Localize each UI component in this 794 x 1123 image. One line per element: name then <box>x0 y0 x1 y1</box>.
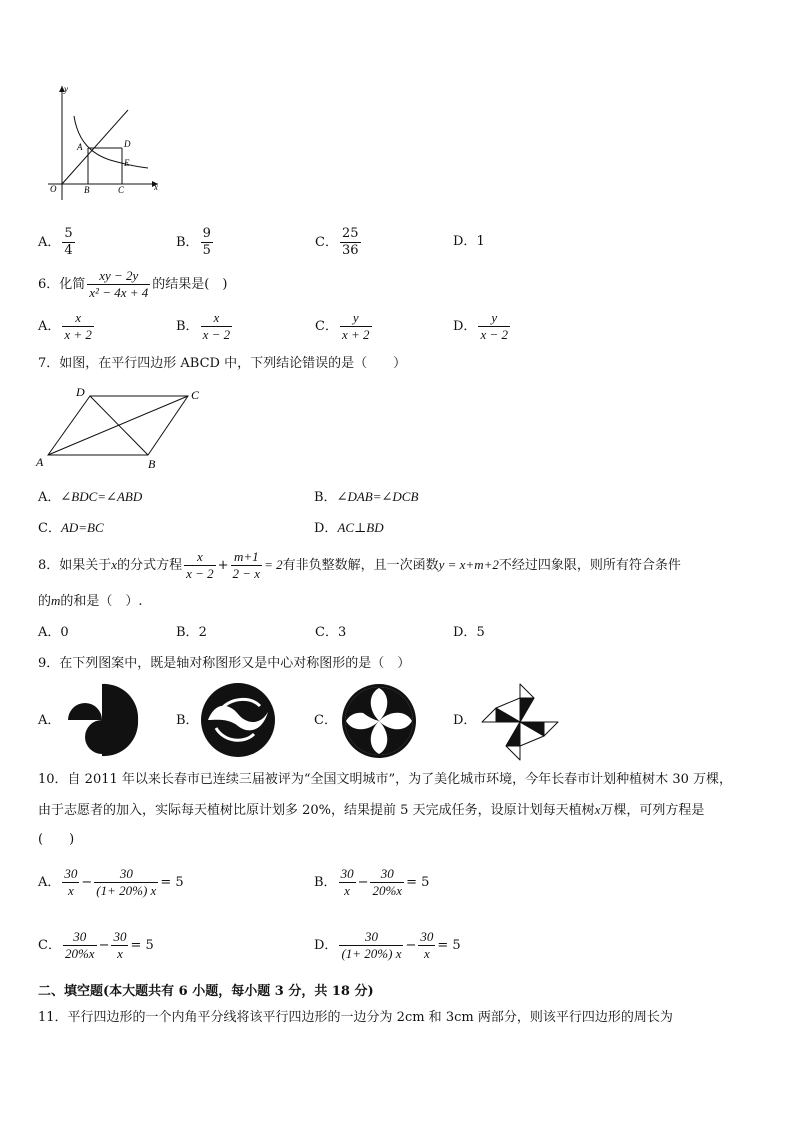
q6-option-b[interactable]: B． $\frac{x}{x - 2}$ <box>176 310 231 342</box>
q8-stem-line2: 的m的和是（ ）. <box>38 593 143 609</box>
q7-option-b[interactable]: B．∠DAB=∠DCB <box>314 489 419 505</box>
q7-option-a[interactable]: A．∠BDC=∠ABD <box>38 489 143 505</box>
q8-option-a[interactable]: A．0 <box>38 625 69 640</box>
q10-option-b[interactable]: B． $\frac{30}{x}$ − $\frac{30}{20\%x}$ = 5 <box>314 866 430 898</box>
q10-option-c[interactable]: C． $\frac{30}{20\%x}$ − $\frac{30}{x}$ = 5 <box>38 929 154 961</box>
graph-label-b: B <box>84 185 90 195</box>
q7-parallelogram <box>34 384 210 472</box>
q7-option-d[interactable]: D．AC⊥BD <box>314 520 384 536</box>
graph-label-c: C <box>118 185 125 195</box>
q7-option-c[interactable]: C．AD=BC <box>38 520 104 536</box>
section-fill-in-title: 二、填空题(本大题共有 6 小题，每小题 3 分，共 18 分) <box>38 984 374 999</box>
q7-label-a: A <box>36 455 44 469</box>
q9-option-a-pinwheel-figure[interactable] <box>64 682 140 758</box>
q10-stem-line1: 10．自 2011 年以来长春市已连续三届被评为“全国文明城市”，为了美化城市环境，今年长春市计划种植树木 30 万棵， <box>38 772 732 787</box>
q8-stem-line1: 8．如果关于x的分式方程 $\frac{x}{x - 2}$ + $\frac{m+1}{2 - x}$ = 2有非负整数解，且一次函数y = x+m+2不经过四象限，则所有符合条件 <box>38 549 681 581</box>
graph-label-x: x <box>154 182 158 192</box>
q7-label-d: D <box>76 385 85 399</box>
graph-label-y: y <box>64 84 68 94</box>
graph-label-a: A <box>77 142 83 152</box>
q9-stem: 9．在下列图案中，既是轴对称图形又是中心对称图形的是（ ） <box>38 656 411 671</box>
graph-label-e: E <box>124 158 130 168</box>
q5-option-d[interactable]: D．1 <box>453 234 485 249</box>
q10-option-a[interactable]: A． $\frac{30}{x}$ − $\frac{30}{(1+ 20\%) x}$ = 5 <box>38 866 184 898</box>
q7-label-c: C <box>191 388 200 402</box>
q8-option-d[interactable]: D．5 <box>453 625 485 640</box>
q11-stem: 11．平行四边形的一个内角平分线将该平行四边形的一边分为 2cm 和 3cm 两部分，则该平行四边形的周长为 <box>38 1010 673 1025</box>
q7-label-b: B <box>148 457 156 471</box>
q9-option-d-pinwheel-triangles-figure[interactable] <box>478 680 562 764</box>
graph-label-d: D <box>124 139 131 149</box>
q7-stem: 7．如图，在平行四边形 ABCD 中，下列结论错误的是（ ） <box>38 356 407 371</box>
q8-option-b[interactable]: B．2 <box>176 625 207 640</box>
q9-option-a-label[interactable]: A． <box>38 713 61 728</box>
q10-stem-line3: ( ) <box>38 832 75 847</box>
q8-option-c[interactable]: C．3 <box>315 625 347 640</box>
graph-label-o: O <box>50 184 57 194</box>
q6-option-a[interactable]: A． $\frac{x}{x + 2}$ <box>38 310 92 342</box>
q9-option-b-label[interactable]: B． <box>176 713 199 728</box>
q5-graph <box>40 80 170 200</box>
q5-option-c[interactable]: C． $\frac{25}{36}$ <box>315 226 359 258</box>
q6-stem: 6．化简 $\frac{xy - 2y}{\text{x² − 4x + 4}}$ 的结果是( ) <box>38 268 228 300</box>
q10-option-d[interactable]: D． $\frac{30}{(1+ 20\%) x}$ − $\frac{30}{x}$ = 5 <box>314 929 461 961</box>
q10-stem-line2: 由于志愿者的加入，实际每天植树比原计划多 20%，结果提前 5 天完成任务，设原计划每天植树x万棵，可列方程是 <box>38 802 705 818</box>
q5-option-a[interactable]: A． $\frac{5}{4}$ <box>38 226 73 258</box>
q6-option-d[interactable]: D． $\frac{y}{x - 2}$ <box>453 310 508 342</box>
q9-option-c-label[interactable]: C． <box>314 713 337 728</box>
q9-option-c-circle-petal-figure[interactable] <box>340 682 418 760</box>
q9-option-d-label[interactable]: D． <box>453 713 477 728</box>
q5-option-b[interactable]: B． $\frac{9}{5}$ <box>176 226 211 258</box>
q9-option-b-circle-wave-figure[interactable] <box>200 682 276 758</box>
q6-option-c[interactable]: C． $\frac{y}{x + 2}$ <box>315 310 370 342</box>
